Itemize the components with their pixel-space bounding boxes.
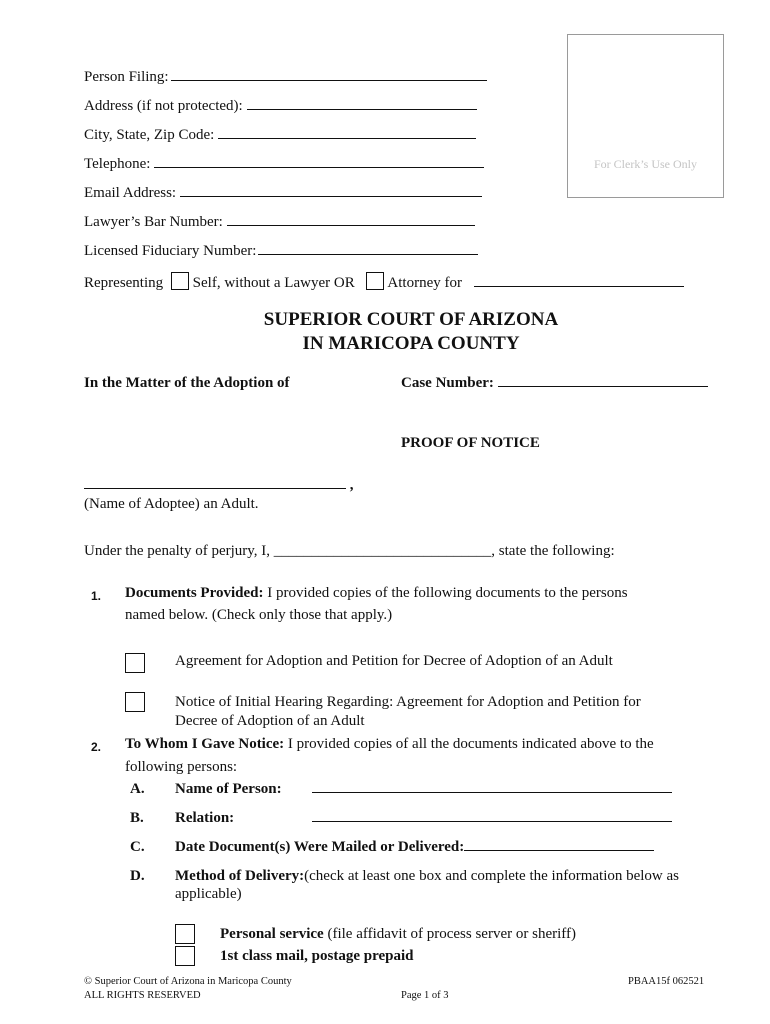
doc-option2-label-line1: Notice of Initial Hearing Regarding: Agreement for Adoption and Petition for <box>175 694 641 710</box>
item1-text: I provided copies of the following documents to the persons <box>267 585 628 601</box>
doc-option1-row <box>125 653 145 675</box>
case-number-label: Case Number: <box>401 375 494 391</box>
doc-option2-label-line2: Decree of Adoption of an Adult <box>175 713 365 729</box>
first-class-label: 1st class mail, postage prepaid <box>220 948 414 964</box>
item1-text2: named below. (Check only those that apply.) <box>125 607 393 623</box>
case-number-line[interactable] <box>498 385 708 387</box>
city-line[interactable] <box>218 137 476 139</box>
footer-page-number: Page 1 of 3 <box>401 990 449 1001</box>
d-label: D. <box>130 868 145 884</box>
personal-service-checkbox-wrap <box>175 924 195 946</box>
matter-label: In the Matter of the Adoption of <box>84 375 290 391</box>
relation-field[interactable] <box>312 810 672 827</box>
person-filing-field[interactable] <box>84 69 487 86</box>
item2-line1 <box>125 736 654 753</box>
first-class-checkbox-wrap <box>175 946 195 968</box>
attorney-for-line[interactable] <box>474 285 684 287</box>
email-label: Email Address: <box>84 185 177 201</box>
date-delivered-field[interactable] <box>175 839 654 856</box>
clerk-use-label: For Clerk’s Use Only <box>594 157 697 171</box>
self-option-label: Self, without a Lawyer OR <box>192 275 355 291</box>
perjury-prefix: Under the penalty of perjury, I, <box>84 543 271 559</box>
perjury-suffix: , state the following: <box>491 543 615 559</box>
city-field[interactable] <box>84 127 476 144</box>
comma: , <box>349 477 354 493</box>
city-label: City, State, Zip Code: <box>84 127 215 143</box>
footer-copyright: © Superior Court of Arizona in Maricopa County <box>84 976 292 987</box>
fiduciary-label: Licensed Fiduciary Number: <box>84 243 257 259</box>
item1-title: Documents Provided: <box>125 585 264 601</box>
item1-number: 1. <box>91 589 102 603</box>
bar-number-field[interactable] <box>84 214 475 231</box>
item1-line1 <box>125 585 628 602</box>
item2-text2: following persons: <box>125 759 238 775</box>
d-line1 <box>175 868 679 885</box>
perjury-statement <box>84 543 615 560</box>
adoptee-name-field[interactable] <box>84 477 354 494</box>
attorney-option-label: Attorney for <box>387 275 462 291</box>
self-checkbox[interactable] <box>171 272 189 290</box>
item2-title: To Whom I Gave Notice: <box>125 736 285 752</box>
name-of-person-line[interactable] <box>312 791 672 793</box>
bar-number-label: Lawyer’s Bar Number: <box>84 214 223 230</box>
court-title-line2: IN MARICOPA COUNTY <box>302 333 520 354</box>
address-line[interactable] <box>247 108 477 110</box>
b-label: B. <box>130 810 144 826</box>
doc-option2-row <box>125 692 145 714</box>
personal-service-note: (file affidavit of process server or sheriff) <box>327 926 576 942</box>
personal-service-row <box>220 926 576 943</box>
d-text: (check at least one box and complete the information below as <box>304 868 680 884</box>
document-title: PROOF OF NOTICE <box>401 435 540 451</box>
telephone-field[interactable] <box>84 156 484 173</box>
person-filing-label: Person Filing: <box>84 69 169 85</box>
d-text2: applicable) <box>175 886 242 902</box>
attorney-checkbox[interactable] <box>366 272 384 290</box>
date-delivered-line[interactable] <box>464 849 654 851</box>
item2-text: I provided copies of all the documents indicated above to the <box>287 736 654 752</box>
c-label: C. <box>130 839 145 855</box>
court-title-line1: SUPERIOR COURT OF ARIZONA <box>263 309 559 330</box>
footer-rights: ALL RIGHTS RESERVED <box>84 990 201 1001</box>
email-field[interactable] <box>84 185 482 202</box>
d-title: Method of Delivery: <box>175 868 305 884</box>
address-field[interactable] <box>84 98 477 115</box>
perjury-name-blank[interactable]: _____________________________ <box>273 543 492 559</box>
fiduciary-field[interactable] <box>84 243 478 260</box>
telephone-line[interactable] <box>154 166 484 168</box>
personal-service-checkbox[interactable] <box>175 924 195 944</box>
representing-row <box>84 272 684 292</box>
doc-option1-checkbox[interactable] <box>125 653 145 673</box>
doc-option1-label: Agreement for Adoption and Petition for Decree of Adoption of an Adult <box>175 653 613 669</box>
a-label: A. <box>130 781 145 797</box>
adoptee-name-line[interactable] <box>84 487 346 489</box>
fiduciary-line[interactable] <box>258 253 478 255</box>
address-label: Address (if not protected): <box>84 98 243 114</box>
email-line[interactable] <box>180 195 482 197</box>
telephone-label: Telephone: <box>84 156 151 172</box>
first-class-checkbox[interactable] <box>175 946 195 966</box>
clerk-use-box <box>567 34 724 198</box>
bar-number-line[interactable] <box>227 224 475 226</box>
personal-service-label: Personal service <box>220 926 324 942</box>
doc-option2-checkbox[interactable] <box>125 692 145 712</box>
name-of-person-field[interactable] <box>312 781 672 798</box>
c-text: Date Document(s) Were Mailed or Delivered: <box>175 839 465 855</box>
footer-form-code: PBAA15f 062521 <box>628 976 705 987</box>
person-filing-line[interactable] <box>171 79 487 81</box>
case-number-field[interactable] <box>401 375 708 392</box>
b-text: Relation: <box>175 810 235 826</box>
adoptee-label: (Name of Adoptee) an Adult. <box>84 496 259 512</box>
relation-line[interactable] <box>312 820 672 822</box>
representing-label: Representing <box>84 275 164 291</box>
item2-number: 2. <box>91 740 102 754</box>
a-text: Name of Person: <box>175 781 282 797</box>
